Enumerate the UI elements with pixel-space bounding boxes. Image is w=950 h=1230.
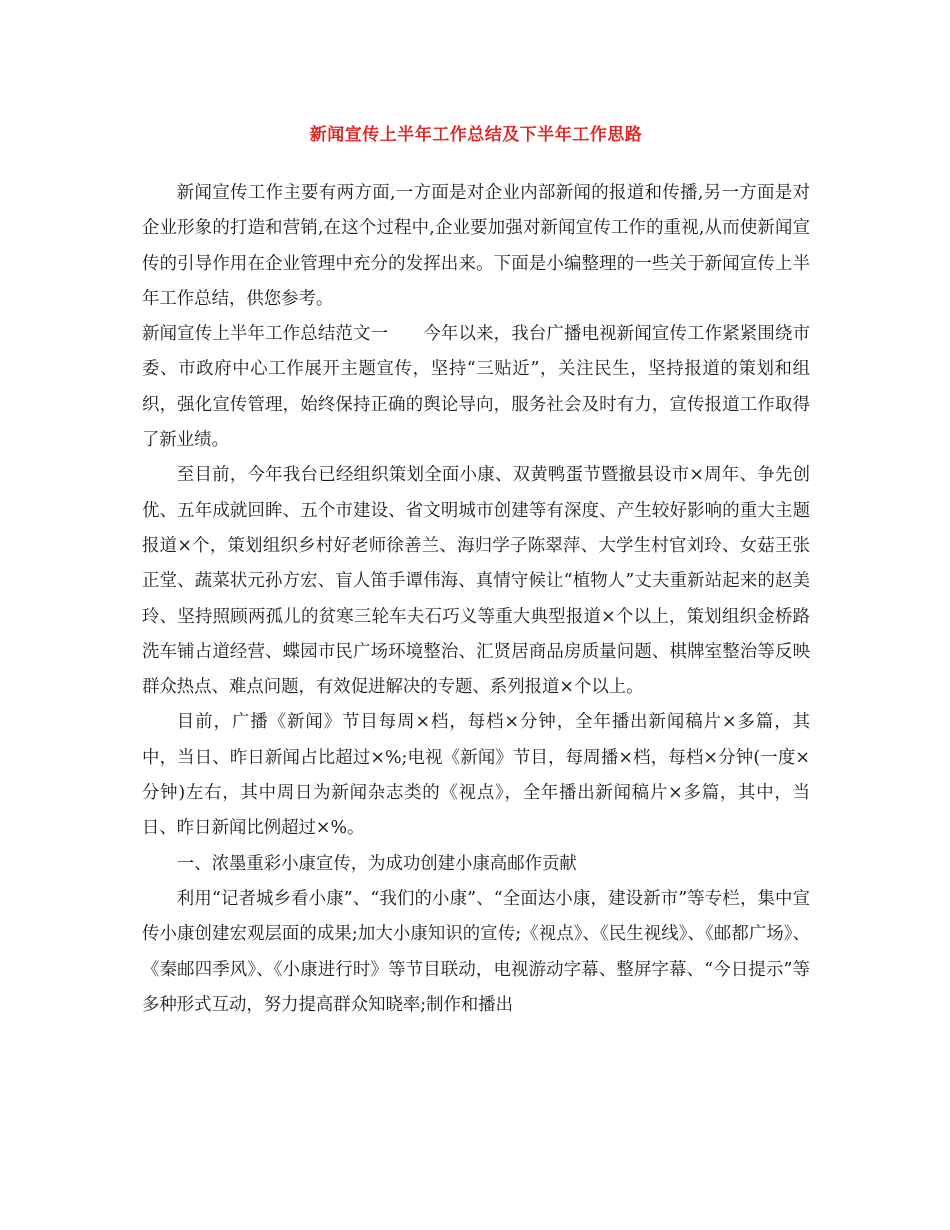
paragraph-intro: 新闻宣传工作主要有两方面,一方面是对企业内部新闻的报道和传播,另一方面是对企业形象的打造和营销,在这个过程中,企业要加强对新闻宣传工作的重视,从而使新闻宣传的引导作用在企业管理中充分的发挥出来。下面是小编整理的一些关于新闻宣传上半年工作总结，供您参考。 — [142, 183, 810, 309]
paragraph-programs: 目前，广播《新闻》节目每周×档，每档×分钟，全年播出新闻稿片×多篇，其中，当日、昨日新闻占比超过×%;电视《新闻》节目，每周播×档，每档×分钟(一度×分钟)左右，其中周日为新闻杂志类的《视点》，全年播出新闻稿片×多篇，其中，当日、昨日新闻比例超过×%。 — [142, 712, 810, 839]
paragraph-sample-one: 新闻宣传上半年工作总结范文一 今年以来，我台广播电视新闻宣传工作紧紧围绕市委、市政府中心工作展开主题宣传，坚持“三贴近”，关注民生，坚持报道的策划和组织，强化宣传管理，始终保持正确的舆论导向，服务社会及时有力，宣传报道工作取得了新业绩。 — [142, 324, 810, 451]
paragraph-xiaokang: 利用“记者城乡看小康”、“我们的小康”、“全面达小康，建设新市”等专栏，集中宣传小康创建宏观层面的成果;加大小康知识的宣传;《视点》、《民生视线》、《邮都广场》、《秦邮四季风》、《小康进行时》等节目联动，电视游动字幕、整屏字幕、“今日提示”等多种形式互动，努力提高群众知晓率;制作和播出 — [142, 888, 810, 1015]
document-page — [142, 118, 810, 1023]
section-heading-one: 一、浓墨重彩小康宣传，为成功创建小康高邮作贡献 — [176, 853, 577, 874]
document-title: 新闻宣传上半年工作总结及下半年工作思路 — [309, 125, 643, 145]
paragraph-reports: 至目前，今年我台已经组织策划全面小康、双黄鸭蛋节暨撤县设市×周年、争先创优、五年成就回眸、五个市建设、省文明城市创建等有深度、产生较好影响的重大主题报道×个，策划组织乡村好老师徐善兰、海归学子陈翠萍、大学生村官刘玲、女菇王张正堂、蔬菜状元孙方宏、盲人笛手谭伟海、真情守候让“植物人”丈夫重新站起来的赵美玲、坚持照顾两孤儿的贫寒三轮车夫石巧义等重大典型报道×个以上，策划组织金桥路洗车铺占道经营、蝶园市民广场环境整治、汇贤居商品房质量问题、棋牌室整治等反映群众热点、难点问题，有效促进解决的专题、系列报道×个以上。 — [142, 465, 810, 698]
